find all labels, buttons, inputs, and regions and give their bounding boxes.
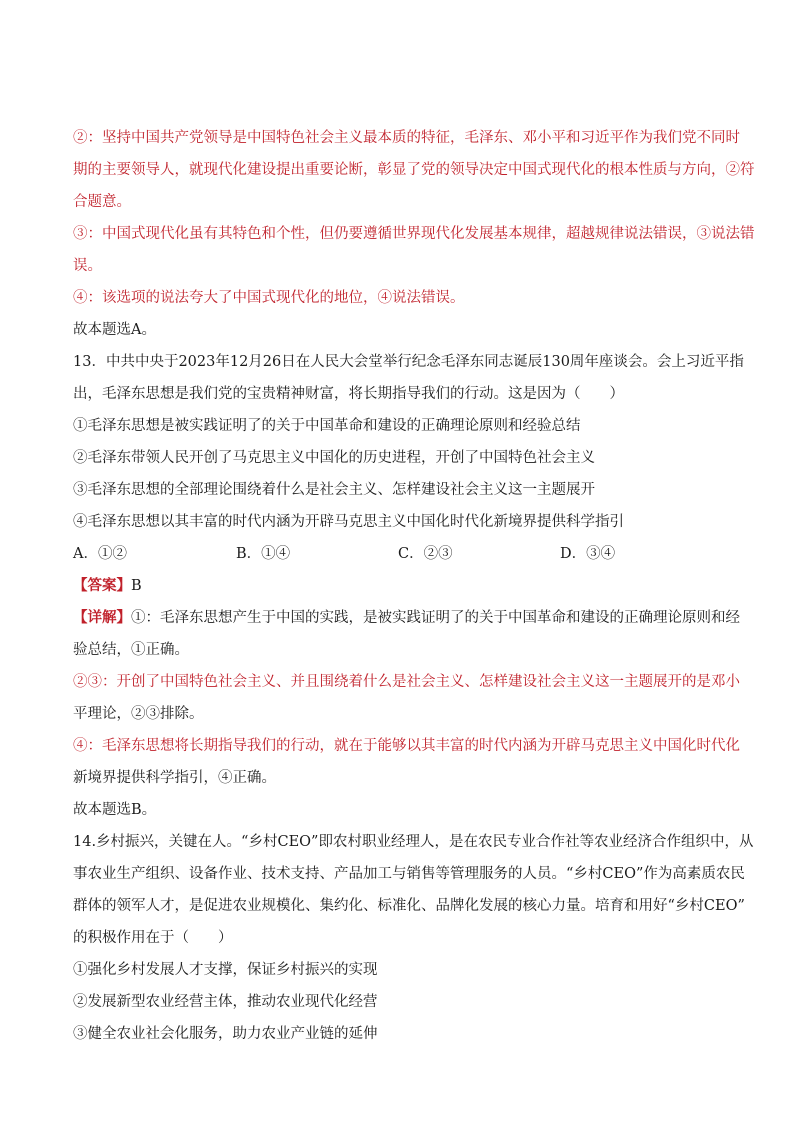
q13-item-2: ②毛泽东带领人民开创了马克思主义中国化的历史进程，开创了中国特色社会主义 <box>73 450 595 466</box>
q12-explain-2-line3: 合题意。 <box>73 194 131 210</box>
q13-detail-1-line2: 验总结，①正确。 <box>73 642 189 658</box>
q13-item-1: ①毛泽东思想是被实践证明了的关于中国革命和建设的正确理论原则和经验总结 <box>73 418 581 434</box>
q13-answer <box>73 576 142 596</box>
q14-stem-line3: 群体的领军人才，是促进农业规模化、集约化、标准化、品牌化发展的核心力量。培育和用好“乡村CEO” <box>73 898 745 914</box>
q13-item-3: ③毛泽东思想的全部理论围绕着什么是社会主义、怎样建设社会主义这一主题展开 <box>73 482 595 498</box>
q14-item-2: ②发展新型农业经营主体，推动农业现代化经营 <box>73 994 378 1010</box>
detail-text: ①：毛泽东思想产生于中国的实践，是被实践证明了的关于中国革命和建设的正确理论原则和经 <box>131 610 740 626</box>
q12-explain-3-line2: 误。 <box>73 258 102 274</box>
q12-explain-2-line2: 期的主要领导人，就现代化建设提出重要论断，彰显了党的领导决定中国式现代化的根本性质与方向，②符 <box>73 162 755 178</box>
q14-item-1: ①强化乡村发展人才支撑，保证乡村振兴的实现 <box>73 962 378 978</box>
answer-tag: 【答案】 <box>73 577 131 594</box>
q13-detail-2-line2: 平理论，②③排除。 <box>73 706 204 722</box>
q13-detail-1-line1 <box>73 608 740 628</box>
q13-stem-line2: 出，毛泽东思想是我们党的宝贵精神财富，将长期指导我们的行动。这是因为（ ） <box>73 386 624 402</box>
q12-explain-3-line1: ③：中国式现代化虽有其特色和个性，但仍要遵循世界现代化发展基本规律，超越规律说法错误，③说法错 <box>73 226 755 242</box>
q13-detail-2-line1: ②③：开创了中国特色社会主义、并且围绕着什么是社会主义、怎样建设社会主义这一主题展开的是邓小 <box>73 674 740 690</box>
q13-detail-3-line1: ④：毛泽东思想将长期指导我们的行动，就在于能够以其丰富的时代内涵为开辟马克思主义中国化时代化 <box>73 738 740 754</box>
q13-item-4: ④毛泽东思想以其丰富的时代内涵为开辟马克思主义中国化时代化新境界提供科学指引 <box>73 514 624 530</box>
detail-tag: 【详解】 <box>73 609 131 626</box>
q13-stem-line1: 13．中共中央于2023年12月26日在人民大会堂举行纪念毛泽东同志诞辰130周年座谈会。会上习近平指 <box>73 354 744 370</box>
q13-option-c: C．②③ <box>398 546 453 562</box>
q13-detail-3-line2: 新境界提供科学指引，④正确。 <box>73 770 276 786</box>
q14-stem-line1: 14.乡村振兴，关键在人。“乡村CEO”即农村职业经理人，是在农民专业合作社等农业经济合作组织中，从 <box>73 834 754 850</box>
q12-explain-4: ④：该选项的说法夸大了中国式现代化的地位，④说法错误。 <box>73 290 465 306</box>
q14-stem-line2: 事农业生产组织、设备作业、技术支持、产品加工与销售等管理服务的人员。“乡村CEO”作为高素质农民 <box>73 866 745 882</box>
q12-explain-2-line1: ②：坚持中国共产党领导是中国特色社会主义最本质的特征，毛泽东、邓小平和习近平作为我们党不同时 <box>73 130 740 146</box>
q13-conclusion: 故本题选B。 <box>73 802 157 818</box>
q12-conclusion: 故本题选A。 <box>73 322 156 338</box>
q14-stem-line4: 的积极作用在于（ ） <box>73 930 233 946</box>
q14-item-3: ③健全农业社会化服务，助力农业产业链的延伸 <box>73 1026 378 1042</box>
q13-option-d: D．③④ <box>560 546 616 562</box>
answer-value: B <box>131 578 142 594</box>
q13-option-a: A．①② <box>73 546 127 562</box>
q13-option-b: B．①④ <box>236 546 291 562</box>
